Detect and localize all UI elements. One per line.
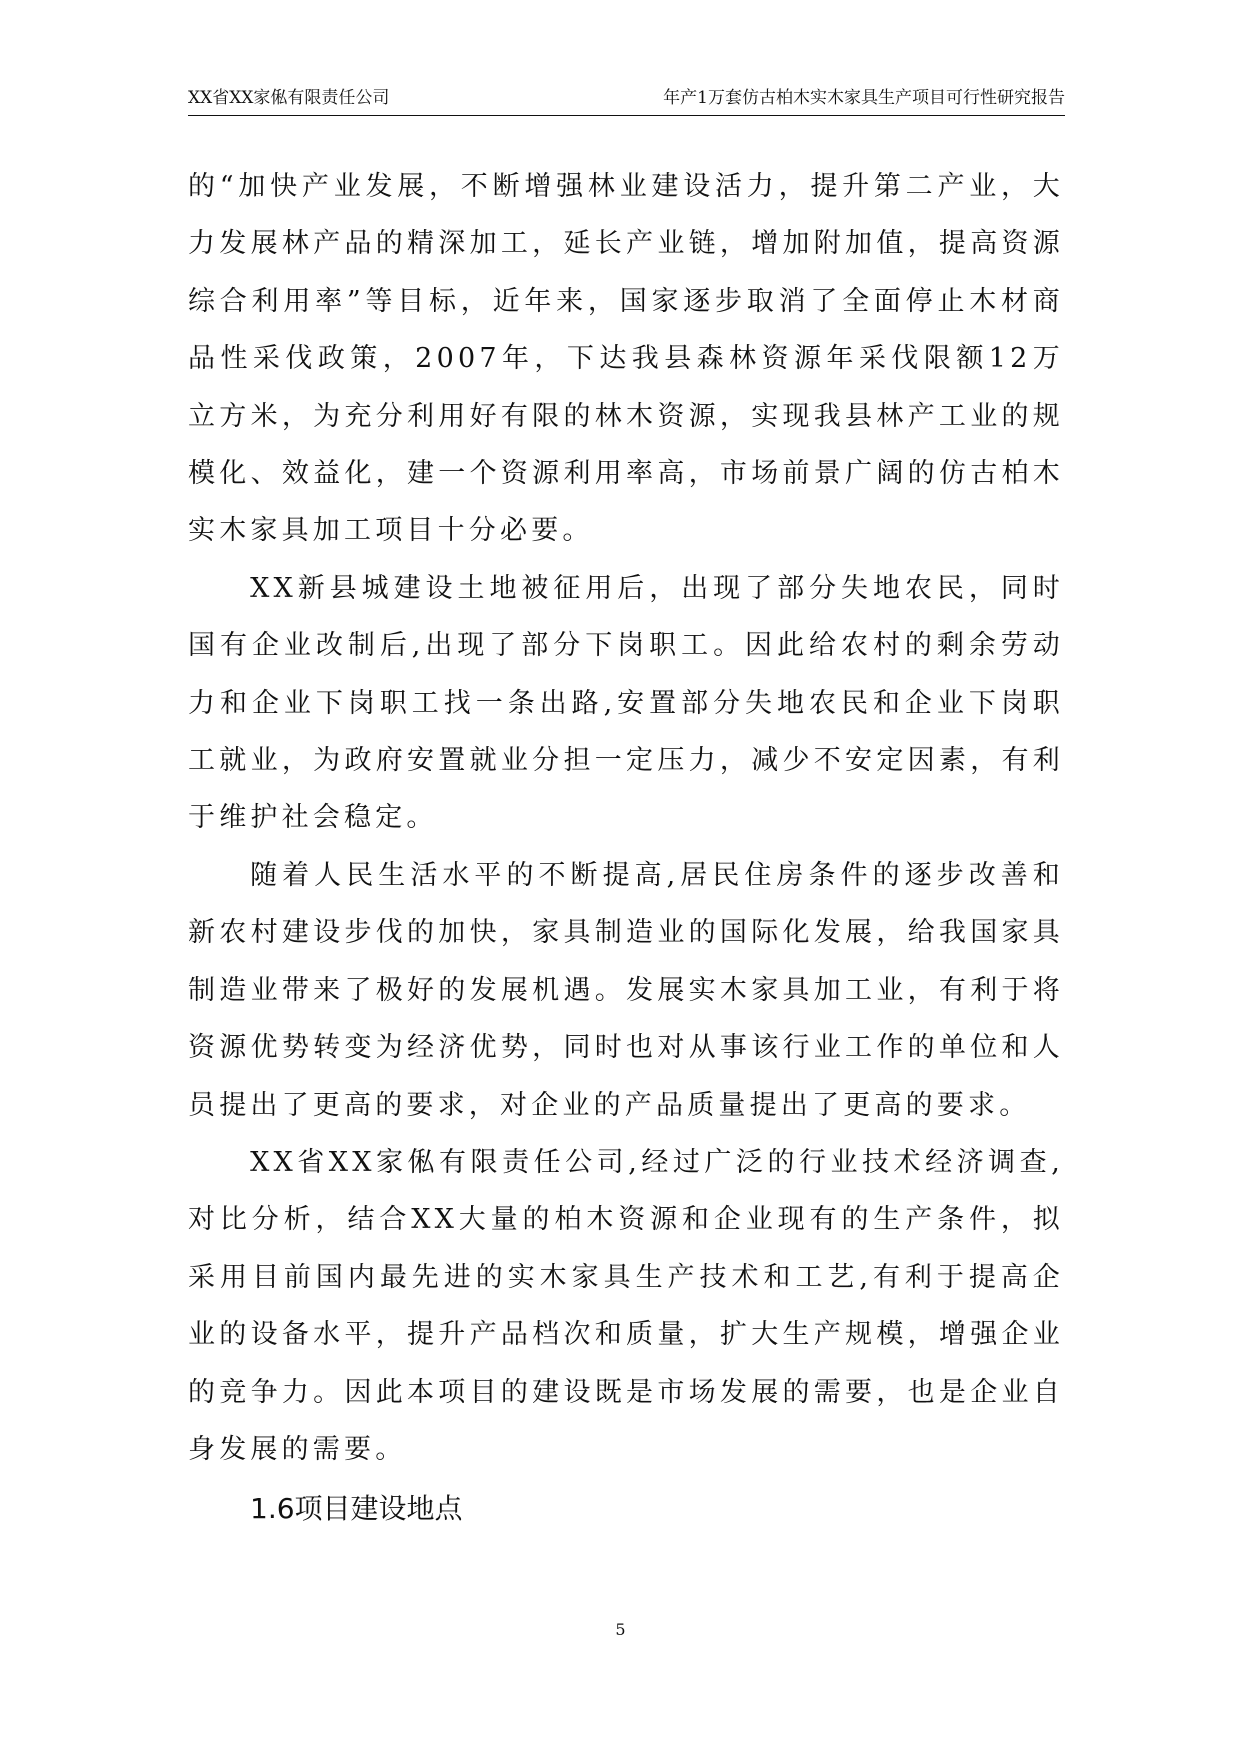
paragraph: 随着人民生活水平的不断提高,居民住房条件的逐步改善和新农村建设步伐的加快，家具制造业的国际化发展，给我国家具制造业带来了极好的发展机遇。发展实木家具加工业，有利于将资源优势转变为经济优势，同时也对从事该行业工作的单位和人员提出了更高的要求，对企业的产品质量提出了更高的要求。 — [188, 859, 1064, 1121]
paragraph-continued: 的“加快产业发展，不断增强林业建设活力，提升第二产业，大力发展林产品的精深加工，延长产业链，增加附加值，提高资源综合利用率”等目标，近年来，国家逐步取消了全面停止木材商品性采伐政策，2007年，下达我县森林资源年采伐限额12万立方米，为充分利用好有限的林木资源，实现我县林产工业的规模化、效益化，建一个资源利用率高，市场前景广阔的仿古柏木实木家具加工项目十分必要。 — [188, 171, 1064, 547]
page-header — [188, 86, 1065, 110]
page-number: 5 — [615, 1620, 626, 1639]
paragraph: XX省XX家俬有限责任公司,经过广泛的行业技术经济调查,对比分析，结合XX大量的柏木资源和企业现有的生产条件，拟采用目前国内最先进的实木家具生产技术和工艺,有利于提高企业的设备水平，提升产品档次和质量，扩大生产规模，增强企业的竞争力。因此本项目的建设既是市场发展的需要，也是企业自身发展的需要。 — [188, 1146, 1064, 1465]
header-company-name: XX省XX家俬有限责任公司 — [188, 88, 390, 108]
section-heading: 1.6项目建设地点 — [250, 1492, 463, 1525]
header-report-title: 年产1万套仿古柏木实木家具生产项目可行性研究报告 — [663, 88, 1065, 108]
paragraph: XX新县城建设土地被征用后，出现了部分失地农民，同时国有企业改制后,出现了部分下岗职工。因此给农村的剩余劳动力和企业下岗职工找一条出路,安置部分失地农民和企业下岗职工就业，为政府安置就业分担一定压力，减少不安定因素，有利于维护社会稳定。 — [188, 572, 1064, 834]
body-text — [188, 158, 1064, 1478]
header-divider — [188, 115, 1065, 116]
